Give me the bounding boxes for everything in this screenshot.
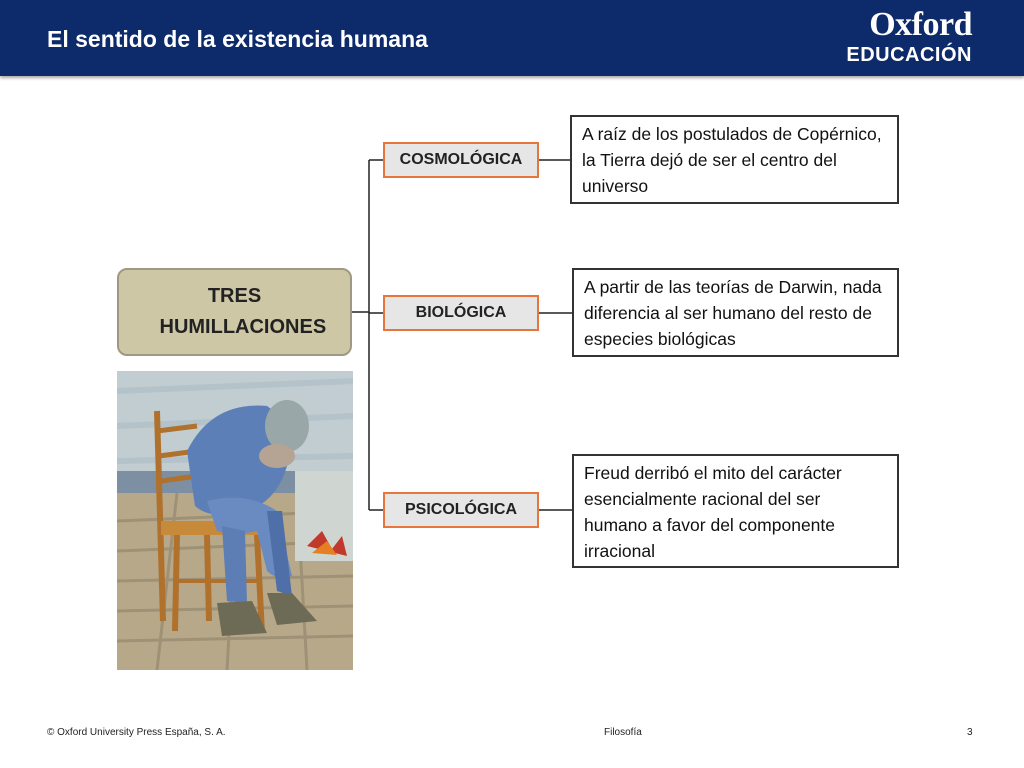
description-text: A raíz de los postulados de Copérnico, la Tierra dejó de ser el centro del universo: [582, 124, 882, 196]
category-label: PSICOLÓGICA: [404, 501, 517, 518]
description-text: A partir de las teorías de Darwin, nada diferencia al ser humano del resto de especies biológicas: [584, 277, 882, 349]
description-psicologica: [572, 454, 899, 568]
description-text: Freud derribó el mito del carácter esencialmente racional del ser humano a favor del componente irracional: [584, 463, 842, 561]
page-title: El sentido de la existencia humana: [47, 26, 428, 52]
category-cosmologica: [383, 142, 539, 178]
category-label: BIOLÓGICA: [415, 304, 507, 321]
footer-copyright: © Oxford University Press España, S. A.: [47, 727, 226, 738]
footer-page-number: 3: [967, 727, 973, 738]
oxford-logo-subtitle: EDUCACIÓN: [846, 44, 972, 66]
description-cosmologica: [570, 115, 899, 204]
category-biologica: [383, 295, 539, 331]
footer-subject: Filosofía: [604, 727, 642, 738]
root-concept-label: TRES HUMILLACIONES: [159, 285, 327, 338]
description-biologica: [572, 268, 899, 357]
category-psicologica: [383, 492, 539, 528]
root-concept-box: [117, 268, 352, 356]
painting-image: [117, 371, 353, 670]
category-label: COSMOLÓGICA: [399, 151, 523, 168]
oxford-logo-wordmark: Oxford: [869, 6, 972, 43]
